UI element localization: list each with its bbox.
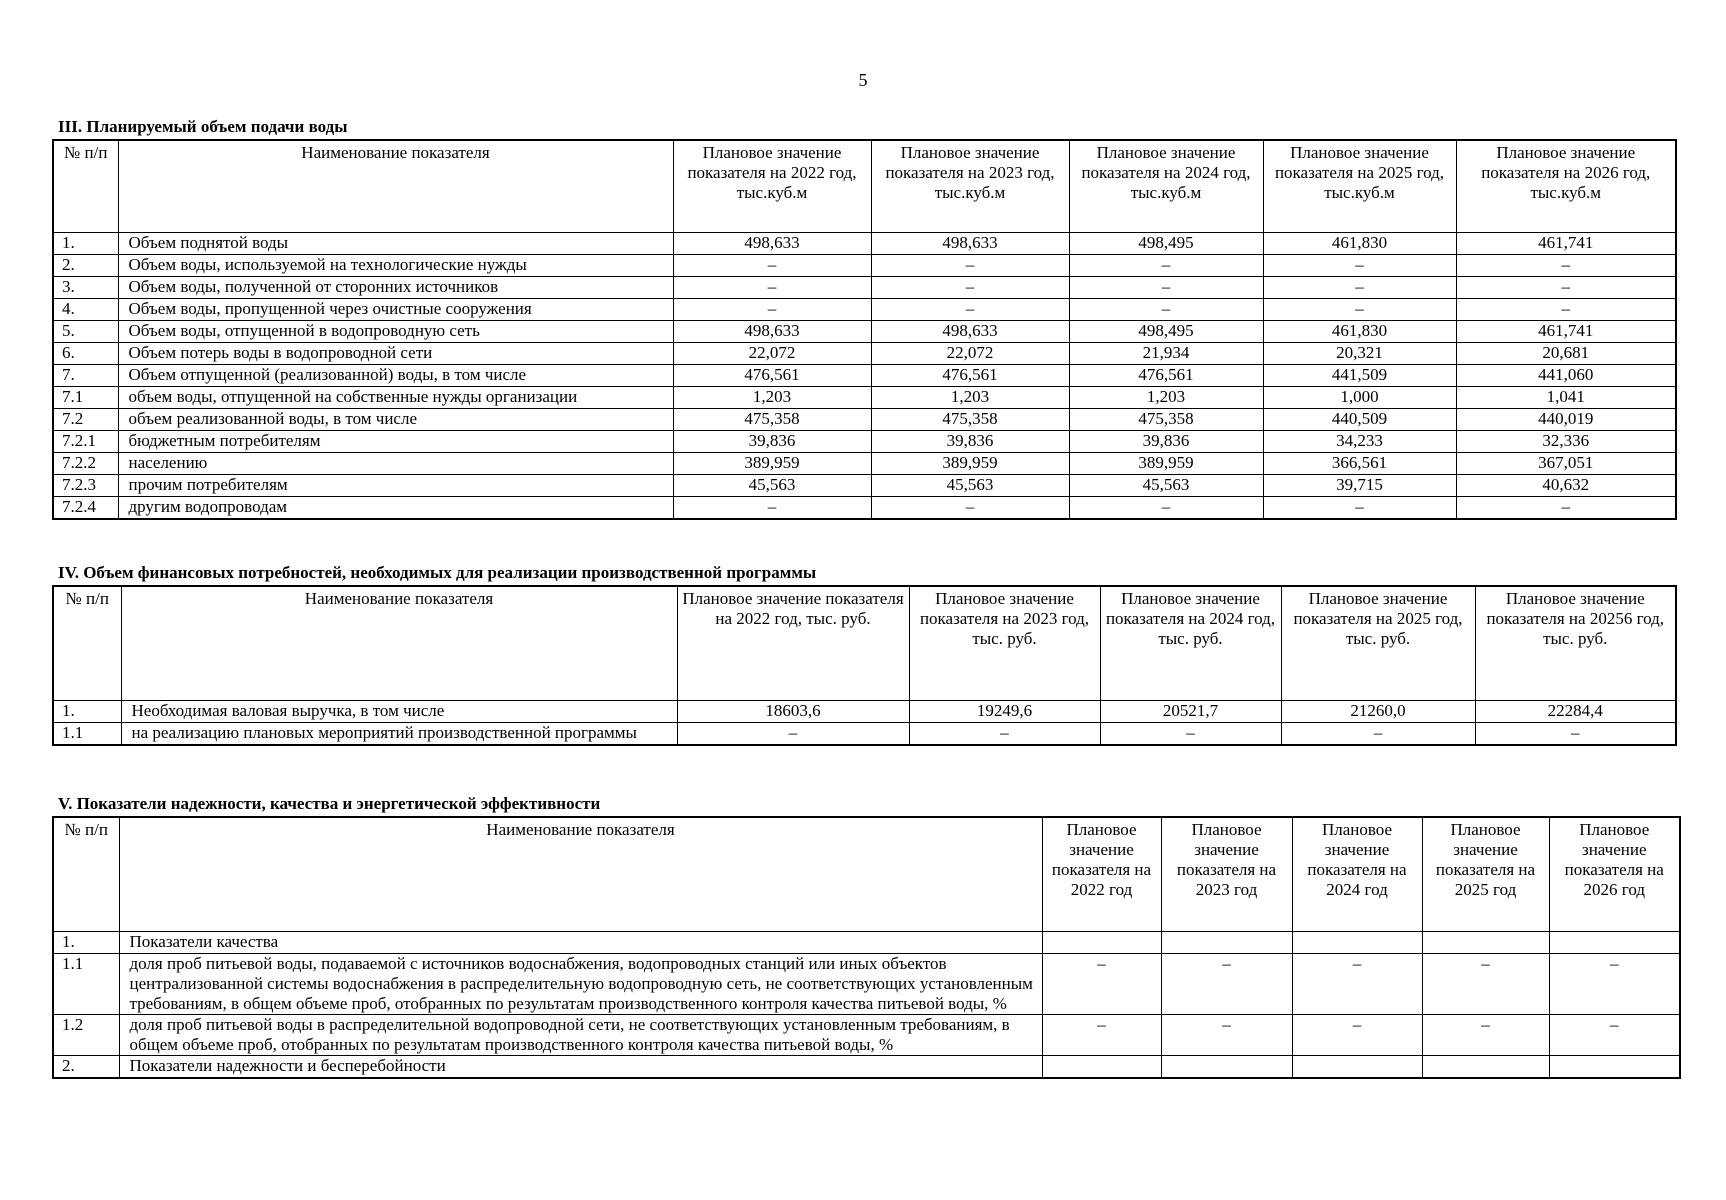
row-indicator-name: доля проб питьевой воды в распределительной водопроводной сети, не соответствующих установленным требованиям, в общем объеме проб, отобранных по результатам производственного контроля качества питьевой воды, % xyxy=(119,1014,1042,1055)
row-value: – xyxy=(1456,298,1676,320)
row-value: – xyxy=(1263,298,1456,320)
row-value: 475,358 xyxy=(673,408,871,430)
row-value: 389,959 xyxy=(871,452,1069,474)
row-number: 1. xyxy=(53,700,121,722)
row-value: – xyxy=(1456,276,1676,298)
row-indicator-name: Объем поднятой воды xyxy=(118,232,673,254)
table-row xyxy=(53,298,1676,320)
row-number: 7.2.4 xyxy=(53,496,118,519)
row-number: 7.1 xyxy=(53,386,118,408)
row-number: 7. xyxy=(53,364,118,386)
reliability-quality-rows xyxy=(53,931,1680,1078)
row-value: 498,495 xyxy=(1069,232,1263,254)
row-value xyxy=(1161,931,1292,953)
table-row xyxy=(53,1014,1680,1055)
row-number: 1.1 xyxy=(53,722,121,745)
row-value: 32,336 xyxy=(1456,430,1676,452)
table-row xyxy=(53,320,1676,342)
header-year-2022: Плановое значение показателя на 2022 год, тыс. руб. xyxy=(677,586,909,700)
row-value: 20521,7 xyxy=(1100,700,1281,722)
row-value: – xyxy=(673,254,871,276)
table-row xyxy=(53,342,1676,364)
row-value: 441,060 xyxy=(1456,364,1676,386)
row-indicator-name: Необходимая валовая выручка, в том числе xyxy=(121,700,677,722)
row-indicator-name: Объем воды, отпущенной в водопроводную сеть xyxy=(118,320,673,342)
reliability-quality-table xyxy=(52,816,1681,1079)
row-value: 389,959 xyxy=(673,452,871,474)
row-value xyxy=(1422,1055,1549,1078)
header-name: Наименование показателя xyxy=(119,817,1042,931)
row-value: – xyxy=(1100,722,1281,745)
row-value: 45,563 xyxy=(673,474,871,496)
row-value: – xyxy=(1161,1014,1292,1055)
row-value: 39,836 xyxy=(871,430,1069,452)
row-value: 461,830 xyxy=(1263,320,1456,342)
header-year-2022: Плановое значение показателя на 2022 год, тыс.куб.м xyxy=(673,140,871,232)
header-year-2026: Плановое значение показателя на 2026 год, тыс.куб.м xyxy=(1456,140,1676,232)
row-value: 389,959 xyxy=(1069,452,1263,474)
row-value: – xyxy=(1263,254,1456,276)
header-name: Наименование показателя xyxy=(118,140,673,232)
row-value: 1,000 xyxy=(1263,386,1456,408)
financial-needs-rows xyxy=(53,700,1676,745)
row-indicator-name: Объем потерь воды в водопроводной сети xyxy=(118,342,673,364)
row-value xyxy=(1292,1055,1422,1078)
table-row xyxy=(53,232,1676,254)
row-value: 476,561 xyxy=(871,364,1069,386)
row-indicator-name: объем реализованной воды, в том числе xyxy=(118,408,673,430)
row-value: 476,561 xyxy=(1069,364,1263,386)
header-year-2026: Плановое значение показателя на 2026 год xyxy=(1549,817,1680,931)
row-value: – xyxy=(1456,254,1676,276)
header-year-2024: Плановое значение показателя на 2024 год, тыс.куб.м xyxy=(1069,140,1263,232)
header-year-2025: Плановое значение показателя на 2025 год, тыс.куб.м xyxy=(1263,140,1456,232)
row-value: 45,563 xyxy=(1069,474,1263,496)
header-year-2023: Плановое значение показателя на 2023 год xyxy=(1161,817,1292,931)
row-value: – xyxy=(1422,1014,1549,1055)
row-value: 440,509 xyxy=(1263,408,1456,430)
row-number: 6. xyxy=(53,342,118,364)
row-value: 475,358 xyxy=(871,408,1069,430)
row-value: 498,495 xyxy=(1069,320,1263,342)
row-value: 440,019 xyxy=(1456,408,1676,430)
row-value: 498,633 xyxy=(673,320,871,342)
row-indicator-name: доля проб питьевой воды, подаваемой с источников водоснабжения, водопроводных станций или иных объектов централизованной системы водоснабжения в распределительную водопроводную сеть, не соответствующих установленным требованиям, в общем объеме проб, отобранных по результатам производственного контроля качества питьевой воды, % xyxy=(119,953,1042,1014)
row-value: 1,041 xyxy=(1456,386,1676,408)
row-value: – xyxy=(1456,496,1676,519)
row-value: – xyxy=(1475,722,1676,745)
row-value: – xyxy=(1292,953,1422,1014)
page-number: 5 xyxy=(858,70,868,90)
row-indicator-name: бюджетным потребителям xyxy=(118,430,673,452)
row-indicator-name: Показатели качества xyxy=(119,931,1042,953)
header-year-2025: Плановое значение показателя на 2025 год xyxy=(1422,817,1549,931)
row-value: – xyxy=(1069,276,1263,298)
row-value: 22,072 xyxy=(871,342,1069,364)
table-row xyxy=(53,254,1676,276)
row-value xyxy=(1042,1055,1161,1078)
table-row xyxy=(53,722,1676,745)
row-number: 7.2.3 xyxy=(53,474,118,496)
table-row xyxy=(53,700,1676,722)
row-value: 367,051 xyxy=(1456,452,1676,474)
header-year-2023: Плановое значение показателя на 2023 год, тыс.куб.м xyxy=(871,140,1069,232)
row-value: – xyxy=(1549,953,1680,1014)
row-value: – xyxy=(1069,298,1263,320)
row-value: 22284,4 xyxy=(1475,700,1676,722)
header-year-2026: Плановое значение показателя на 20256 год, тыс. руб. xyxy=(1475,586,1676,700)
row-value: – xyxy=(673,298,871,320)
row-indicator-name: прочим потребителям xyxy=(118,474,673,496)
header-year-2024: Плановое значение показателя на 2024 год, тыс. руб. xyxy=(1100,586,1281,700)
row-indicator-name: другим водопроводам xyxy=(118,496,673,519)
row-value: – xyxy=(909,722,1100,745)
row-number: 7.2 xyxy=(53,408,118,430)
table-row xyxy=(53,408,1676,430)
row-value: – xyxy=(677,722,909,745)
row-value: 461,830 xyxy=(1263,232,1456,254)
row-value: 1,203 xyxy=(673,386,871,408)
table-row xyxy=(53,496,1676,519)
row-indicator-name: Показатели надежности и бесперебойности xyxy=(119,1055,1042,1078)
header-num: № п/п xyxy=(53,817,119,931)
header-name: Наименование показателя xyxy=(121,586,677,700)
table-row xyxy=(53,276,1676,298)
row-value: – xyxy=(1042,953,1161,1014)
table-row xyxy=(53,1055,1680,1078)
row-number: 1. xyxy=(53,232,118,254)
row-value: – xyxy=(1281,722,1475,745)
financial-needs-table xyxy=(52,585,1677,746)
water-supply-rows xyxy=(53,232,1676,519)
row-value: – xyxy=(871,254,1069,276)
table-row xyxy=(53,452,1676,474)
header-year-2022: Плановое значение показателя на 2022 год xyxy=(1042,817,1161,931)
row-value: 1,203 xyxy=(871,386,1069,408)
row-value xyxy=(1549,931,1680,953)
row-indicator-name: Объем отпущенной (реализованной) воды, в том числе xyxy=(118,364,673,386)
row-value: – xyxy=(1069,496,1263,519)
row-value xyxy=(1042,931,1161,953)
header-year-2025: Плановое значение показателя на 2025 год, тыс. руб. xyxy=(1281,586,1475,700)
row-value: – xyxy=(871,496,1069,519)
row-value: 20,321 xyxy=(1263,342,1456,364)
row-value: 39,836 xyxy=(1069,430,1263,452)
row-value: 39,836 xyxy=(673,430,871,452)
row-value: – xyxy=(871,298,1069,320)
row-number: 2. xyxy=(53,254,118,276)
row-value: 39,715 xyxy=(1263,474,1456,496)
row-value: 461,741 xyxy=(1456,232,1676,254)
water-supply-table xyxy=(52,139,1677,520)
row-value: 461,741 xyxy=(1456,320,1676,342)
row-value xyxy=(1549,1055,1680,1078)
row-value: – xyxy=(871,276,1069,298)
row-indicator-name: объем воды, отпущенной на собственные нужды организации xyxy=(118,386,673,408)
row-value: – xyxy=(1263,496,1456,519)
row-value: 19249,6 xyxy=(909,700,1100,722)
row-indicator-name: Объем воды, используемой на технологические нужды xyxy=(118,254,673,276)
row-value xyxy=(1161,1055,1292,1078)
row-value: 21260,0 xyxy=(1281,700,1475,722)
row-value: 18603,6 xyxy=(677,700,909,722)
header-year-2023: Плановое значение показателя на 2023 год, тыс. руб. xyxy=(909,586,1100,700)
row-number: 5. xyxy=(53,320,118,342)
header-num: № п/п xyxy=(53,586,121,700)
row-number: 4. xyxy=(53,298,118,320)
row-indicator-name: Объем воды, полученной от сторонних источников xyxy=(118,276,673,298)
table-row xyxy=(53,953,1680,1014)
row-value: 45,563 xyxy=(871,474,1069,496)
table-row xyxy=(53,474,1676,496)
section-4-title: IV. Объем финансовых потребностей, необходимых для реализации производственной программы xyxy=(58,563,817,582)
row-number: 3. xyxy=(53,276,118,298)
row-number: 7.2.2 xyxy=(53,452,118,474)
row-number: 2. xyxy=(53,1055,119,1078)
row-value: – xyxy=(1549,1014,1680,1055)
row-value: 40,632 xyxy=(1456,474,1676,496)
row-value: 498,633 xyxy=(871,232,1069,254)
row-value xyxy=(1422,931,1549,953)
header-year-2024: Плановое значение показателя на 2024 год xyxy=(1292,817,1422,931)
table-row xyxy=(53,364,1676,386)
row-value: – xyxy=(1292,1014,1422,1055)
row-value: 498,633 xyxy=(673,232,871,254)
row-value: – xyxy=(1422,953,1549,1014)
table-row xyxy=(53,931,1680,953)
row-number: 1. xyxy=(53,931,119,953)
row-value: – xyxy=(673,276,871,298)
row-value: 498,633 xyxy=(871,320,1069,342)
row-indicator-name: на реализацию плановых мероприятий производственной программы xyxy=(121,722,677,745)
row-value: – xyxy=(673,496,871,519)
table-row xyxy=(53,430,1676,452)
row-value: 21,934 xyxy=(1069,342,1263,364)
row-value: 34,233 xyxy=(1263,430,1456,452)
row-indicator-name: населению xyxy=(118,452,673,474)
table-row xyxy=(53,386,1676,408)
row-value: 441,509 xyxy=(1263,364,1456,386)
row-number: 7.2.1 xyxy=(53,430,118,452)
section-5-title: V. Показатели надежности, качества и энергетической эффективности xyxy=(58,794,601,813)
row-value xyxy=(1292,931,1422,953)
header-num: № п/п xyxy=(53,140,118,232)
row-value: – xyxy=(1069,254,1263,276)
row-value: 20,681 xyxy=(1456,342,1676,364)
row-value: – xyxy=(1161,953,1292,1014)
row-value: – xyxy=(1042,1014,1161,1055)
row-value: 22,072 xyxy=(673,342,871,364)
row-value: 475,358 xyxy=(1069,408,1263,430)
row-value: 366,561 xyxy=(1263,452,1456,474)
row-number: 1.2 xyxy=(53,1014,119,1055)
row-value: – xyxy=(1263,276,1456,298)
row-indicator-name: Объем воды, пропущенной через очистные сооружения xyxy=(118,298,673,320)
row-value: 1,203 xyxy=(1069,386,1263,408)
row-number: 1.1 xyxy=(53,953,119,1014)
section-3-title: III. Планируемый объем подачи воды xyxy=(58,117,348,136)
row-value: 476,561 xyxy=(673,364,871,386)
